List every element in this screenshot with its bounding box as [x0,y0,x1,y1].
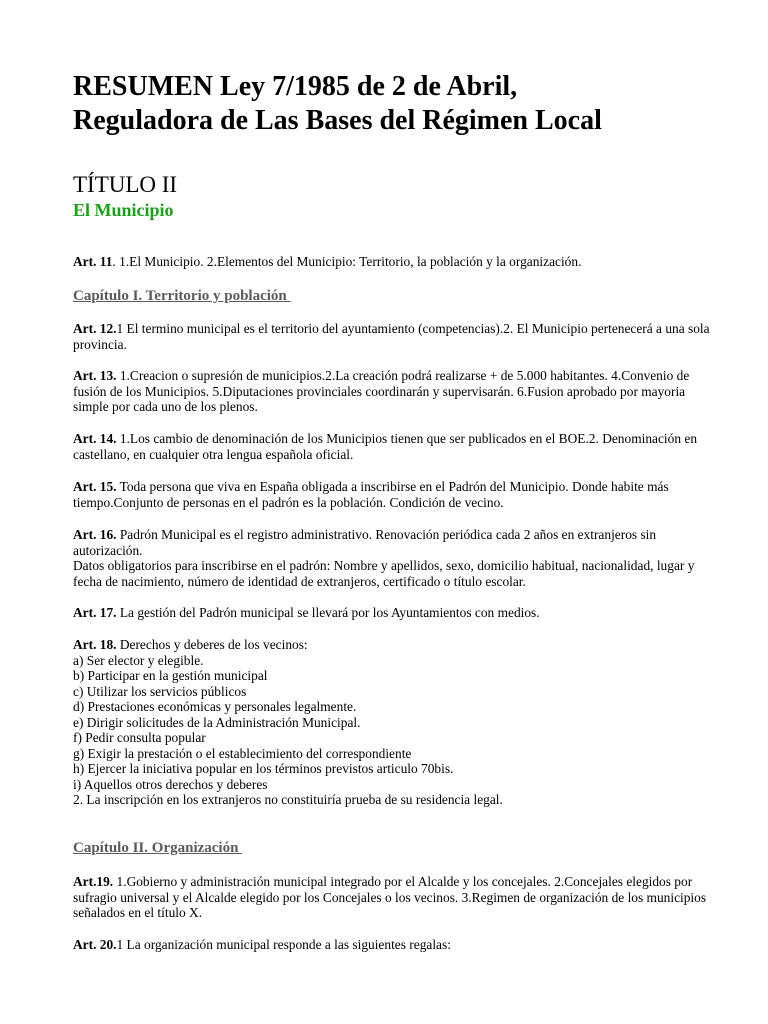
article-text-2: Datos obligatorios para inscribirse en el padrón: Nombre y apellidos, sexo, domicilio habitual, nacionalidad, lugar y fecha de nacimiento, número de identidad de extranjeros, certificado o título escolar. [73,558,695,589]
article-17 [73,605,721,621]
list-item: i) Aquellos otros derechos y deberes [73,776,268,792]
article-text: 1.Gobierno y administración municipal integrado por el Alcalde y los concejales. 2.Concejales elegidos por sufragio universal y el Alcalde elegido por los Concejales o los vecinos. 3.Regimen de organización de los municipios señalados en el título X. [73,874,707,920]
section-heading: TÍTULO II [73,172,178,197]
article-text: 1 El termino municipal es el territorio del ayuntamiento (competencias).2. El Municipio pertenecerá a una sola provincia. [73,321,710,352]
article-text: . 1.El Municipio. 2.Elementos del Municipio: Territorio, la población y la organización. [112,254,582,269]
article-15 [73,479,721,510]
article-16 [73,527,721,589]
chapter-1-heading: Capítulo I. Territorio y población [73,288,291,304]
article-label: Art. 11 [73,254,113,269]
chapter-2-heading: Capítulo II. Organización [73,840,243,856]
title-line-1: RESUMEN Ley 7/1985 de 2 de Abril, [73,71,518,102]
document-title [73,70,733,138]
article-label: Art.19. [73,874,114,889]
article-20 [73,937,721,953]
article-13 [73,368,721,415]
article-12 [73,321,721,352]
article-label: Art. 16. [73,527,117,542]
article-label: Art. 20. [73,937,117,952]
article-label: Art. 14. [73,431,117,446]
article-label: Art. 15. [73,479,117,494]
article-text: Derechos y deberes de los vecinos: [116,637,308,652]
article-text: 1.Los cambio de denominación de los Municipios tienen que ser publicados en el BOE.2. Denominación en castellano, en cualquier otra lengua española oficial. [73,431,698,462]
article-text: La gestión del Padrón municipal se llevará por los Ayuntamientos con medios. [116,605,540,620]
article-text: 1 La organización municipal responde a las siguientes regalas: [116,937,451,952]
list-item: f) Pedir consulta popular [73,730,206,745]
list-item: a) Ser elector y elegible. [73,652,204,668]
article-text: Toda persona que viva en España obligada a inscribirse en el Padrón del Municipio. Donde habite más tiempo.Conjunto de personas en el padrón es la población. Condición de vecino. [73,479,669,510]
title-line-2: Reguladora de Las Bases del Régimen Local [73,105,602,136]
list-item: e) Dirigir solicitudes de la Administración Municipal. [73,714,361,730]
list-item: d) Prestaciones económicas y personales legalmente. [73,699,357,714]
article-11 [73,254,721,270]
article-label: Art. 12. [73,321,117,336]
article-text: 1.Creacion o supresión de municipios.2.La creación podrá realizarse + de 5.000 habitantes. 4.Convenio de fusión de los Municipios. 5.Diputaciones provinciales coordinarán y supervisarán. 6.Fusion aprobado por mayoria simple por cada uno de los plenos. [73,368,690,414]
article-label: Art. 18. [73,637,117,652]
article-14 [73,431,721,462]
list-item: g) Exigir la prestación o el establecimiento del correspondiente [73,745,412,761]
article-19 [73,874,721,921]
article-18 [73,637,721,808]
list-item: c) Utilizar los servicios públicos [73,683,247,699]
list-item: b) Participar en la gestión municipal [73,668,268,683]
section-subtitle: El Municipio [73,200,174,220]
list-item: 2. La inscripción en los extranjeros no constituiría prueba de su residencia legal. [73,792,503,807]
article-label: Art. 13. [73,368,117,383]
article-text: Padrón Municipal es el registro administrativo. Renovación periódica cada 2 años en extranjeros sin autorización. [73,527,657,558]
list-item: h) Ejercer la iniciativa popular en los términos previstos articulo 70bis. [73,761,454,776]
article-label: Art. 17. [73,605,117,620]
